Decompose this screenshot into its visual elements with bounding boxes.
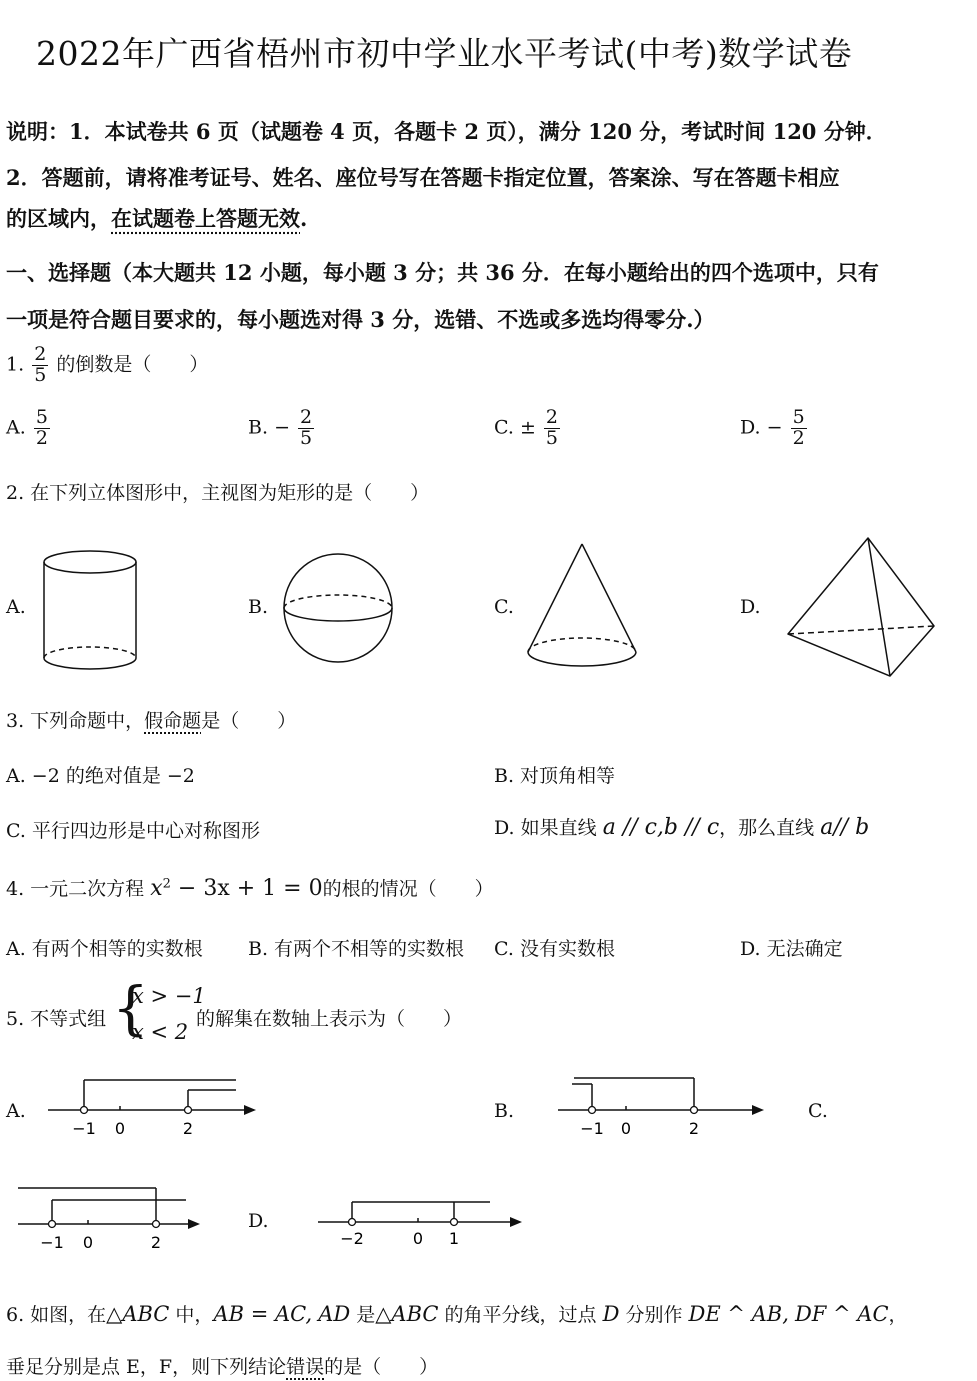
axis-c-tick-3: 2 [150, 1233, 162, 1252]
q1-frac-den: 5 [34, 363, 47, 386]
q1-option-a [6, 408, 52, 449]
q2-option-d-label: D. [740, 596, 761, 618]
q6-line1-c: 是 [350, 1304, 376, 1326]
instructions-line-3a: 的区域内， [6, 206, 111, 231]
q3-stem-emphasis: 假命题 [144, 710, 202, 732]
q1-option-a-fraction [34, 408, 50, 449]
q4-stem-a: 4. 一元二次方程 [6, 878, 151, 900]
q1-option-d [740, 408, 809, 449]
axis-b-tick-1: −1 [580, 1119, 604, 1138]
q3-option-a: A. −2 的绝对值是 −2 [6, 765, 195, 787]
q2-option-c-label: C. [494, 596, 514, 618]
instructions-line-3 [6, 203, 307, 233]
q1-option-c-den: 5 [545, 426, 559, 449]
q2-stem: 2. 在下列立体图形中，主视图为矩形的是（ ） [6, 482, 430, 504]
axis-a-tick-3: 2 [182, 1119, 194, 1138]
q6-line1-a: 6. 如图，在 [6, 1304, 107, 1326]
q6-triangle-1: △ABC [106, 1302, 170, 1326]
q6-math-5: DF ^ AC [794, 1302, 889, 1326]
q4-eq-rest: − 3x + 1 = 0 [170, 876, 323, 901]
q1-fraction [32, 345, 48, 386]
page-title: 2022年广西省梧州市初中学业水平考试(中考)数学试卷 [36, 34, 853, 73]
q1-option-b-num: 2 [300, 406, 313, 428]
q6-math-1: AB = AC, [213, 1302, 313, 1326]
q6-line1-e: 分别作 [619, 1304, 689, 1326]
q1-option-c-num: 2 [545, 406, 559, 428]
sphere-figure [280, 550, 396, 666]
axis-d-tick-3: 1 [448, 1229, 460, 1248]
q5-option-c-label: C. [808, 1100, 828, 1122]
q1-frac-num: 2 [34, 343, 47, 365]
q1-option-a-num: 5 [35, 406, 48, 428]
q5-inequality-1: x > −1 [132, 984, 206, 1008]
q6-math-2: AD [318, 1302, 351, 1326]
q1-option-d-sign: − [766, 416, 783, 439]
q6-line2-a: 垂足分别是点 E，F，则下列结论 [6, 1356, 287, 1378]
number-line-c [14, 1180, 234, 1252]
axis-b-tick-3: 2 [688, 1119, 700, 1138]
q1-option-b-den: 5 [300, 426, 313, 449]
q1-option-a-label: A. [6, 416, 26, 439]
q1-option-c-label: C. [494, 416, 514, 439]
section1-line-2: 一项是符合题目要求的，每小题选对得 3 分，选错、不选或多选均得零分.） [6, 307, 715, 332]
q6-triangle-2: △ABC [375, 1302, 439, 1326]
cone-figure [522, 540, 642, 674]
q1-option-d-num: 5 [792, 406, 805, 428]
cylinder-figure [38, 548, 142, 674]
q1-option-b [248, 408, 316, 449]
q3-stem [6, 706, 296, 733]
axis-a-tick-1: −1 [72, 1119, 96, 1138]
axis-a-tick-2: 0 [114, 1119, 126, 1138]
q4-eq-sup: 2 [162, 876, 171, 892]
q5-brace: { [112, 974, 149, 1042]
q1-option-a-den: 2 [35, 426, 48, 449]
q2-option-b-label: B. [248, 596, 269, 618]
q3-option-d-math-2: a// b [820, 815, 870, 840]
q3-option-d-math-1: a // c,b // c [602, 815, 720, 840]
instructions-emphasis: 在试题卷上答题无效 [111, 206, 300, 231]
section1-line-1: 一、选择题（本大题共 12 小题，每小题 3 分；共 36 分．在每小题给出的四个选项中，只有 [6, 260, 879, 285]
q6-math-4: DE ^ AB, [688, 1302, 789, 1326]
q1-option-c [494, 408, 562, 449]
q4-option-a: A. 有两个相等的实数根 [6, 938, 203, 960]
axis-d-tick-2: 0 [412, 1229, 424, 1248]
q1-option-d-den: 2 [792, 426, 805, 449]
q6-line1-d: 的角平分线，过点 [438, 1304, 603, 1326]
number-line-d [314, 1188, 534, 1252]
q3-option-c: C. 平行四边形是中心对称图形 [6, 820, 260, 842]
pyramid-figure [782, 534, 940, 682]
q4-option-b: B. 有两个不相等的实数根 [248, 938, 465, 960]
q4-eq-x: x [150, 876, 163, 901]
q1-option-c-fraction [544, 408, 560, 449]
q1-number: 1. [6, 353, 25, 376]
q3-option-d [494, 813, 869, 840]
q1-option-b-sign: − [274, 416, 290, 439]
q6-line2-c: 的是（ ） [324, 1356, 439, 1378]
q5-inequality-2: x < 2 [132, 1020, 189, 1044]
q6-line1-b: 中， [169, 1304, 214, 1326]
q1-option-b-fraction [298, 408, 314, 449]
q5-stem-a: 5. 不等式组 [6, 1008, 107, 1030]
axis-d-tick-1: −2 [340, 1229, 364, 1248]
q3-option-d-b: ，那么直线 [719, 817, 821, 839]
q5-option-d-label: D. [248, 1210, 269, 1232]
q1-stem [6, 345, 208, 386]
instructions-line-1: 说明：1．本试卷共 6 页（试题卷 4 页，各题卡 2 页），满分 120 分，考试时间 120 分钟． [6, 119, 887, 144]
q5-option-b-label: B. [494, 1100, 515, 1122]
q6-line1-f: ， [888, 1304, 908, 1326]
instructions-line-3c: . [300, 206, 308, 231]
q1-option-d-fraction [791, 408, 807, 449]
q6-math-3: D [602, 1302, 620, 1326]
number-line-a [44, 1072, 264, 1140]
q2-option-a-label: A. [6, 596, 26, 618]
axis-c-tick-1: −1 [40, 1233, 64, 1252]
axis-b-tick-2: 0 [620, 1119, 632, 1138]
q4-option-c: C. 没有实数根 [494, 938, 615, 960]
q5-option-a-label: A. [6, 1100, 26, 1122]
instructions-line-2: 2．答题前，请将准考证号、姓名、座位号写在答题卡指定位置，答案涂、写在答题卡相应 [6, 165, 840, 190]
q4-stem [6, 874, 494, 901]
q6-line-2 [6, 1352, 438, 1379]
number-line-b [554, 1072, 774, 1140]
q4-option-d: D. 无法确定 [740, 938, 843, 960]
q4-stem-b: 的根的情况（ ） [322, 878, 494, 900]
q3-option-d-a: D. 如果直线 [494, 817, 603, 839]
q3-stem-c: 是（ ） [201, 710, 297, 732]
q5-stem-b: 的解集在数轴上表示为（ ） [196, 1008, 463, 1030]
q6-line2-emphasis: 错误 [286, 1356, 325, 1378]
q1-stem-text: 的倒数是（ ） [56, 353, 209, 376]
q1-option-b-label: B. [248, 416, 269, 439]
q3-stem-a: 3. 下列命题中， [6, 710, 145, 732]
q1-option-d-label: D. [740, 416, 761, 439]
axis-c-tick-2: 0 [82, 1233, 94, 1252]
q1-option-c-sign: ± [519, 416, 536, 439]
q3-option-b: B. 对顶角相等 [494, 765, 616, 787]
q6-line-1 [6, 1300, 908, 1327]
